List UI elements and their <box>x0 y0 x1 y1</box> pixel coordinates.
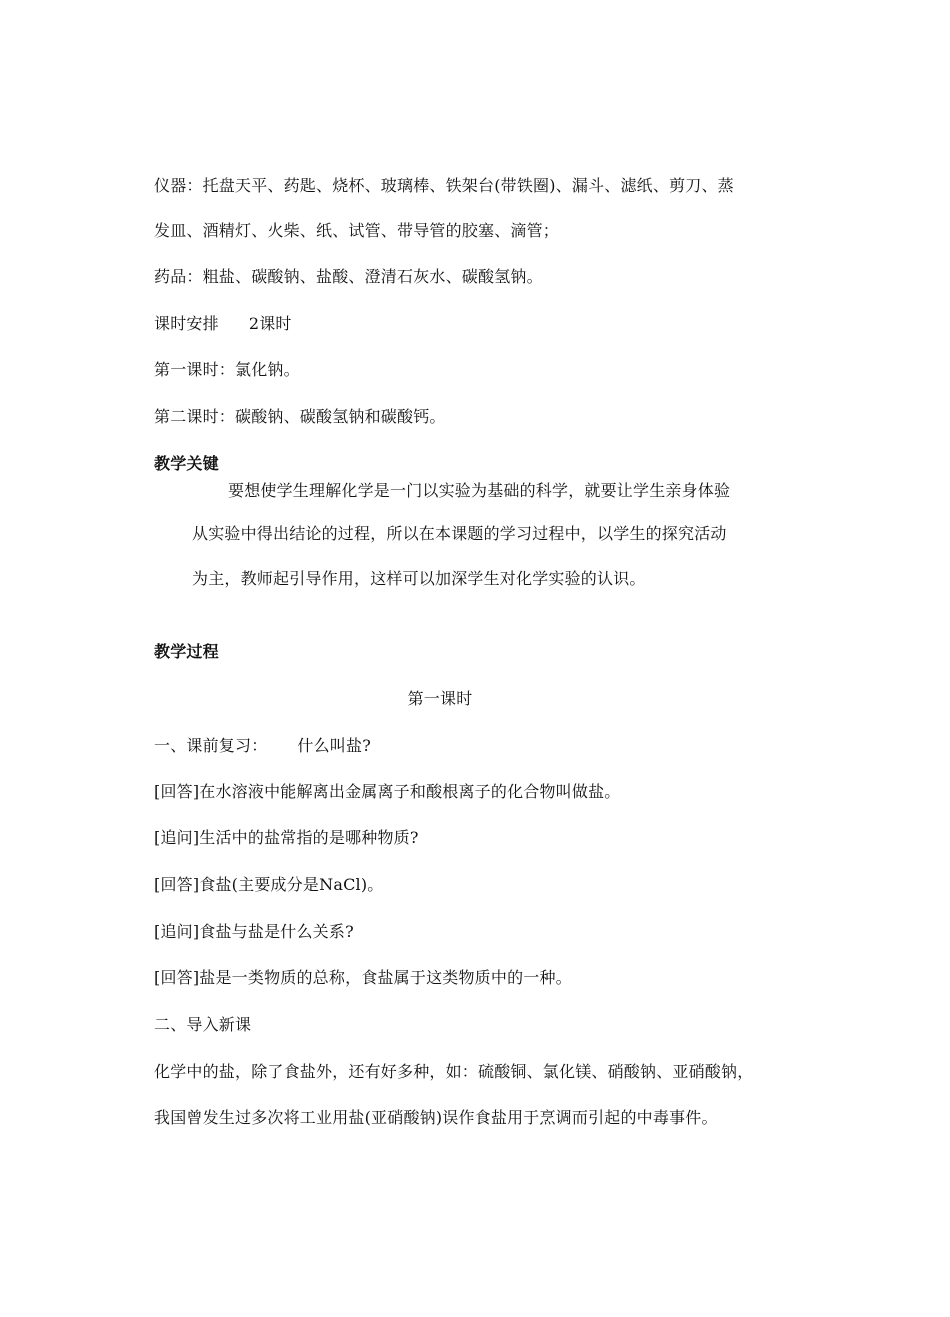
lesson-two-line: 第二课时：碳酸钠、碳酸氢钠和碳酸钙。 <box>154 407 446 426</box>
dialogue-line-2: [追问]生活中的盐常指的是哪种物质? <box>154 828 419 847</box>
review-question: 什么叫盐? <box>297 736 371 755</box>
section-two-heading: 二、导入新课 <box>154 1015 252 1034</box>
key-paragraph-line-2: 从实验中得出结论的过程，所以在本课题的学习过程中，以学生的探究活动 <box>192 524 727 543</box>
key-paragraph-line-3: 为主，教师起引导作用，这样可以加深学生对化学实验的认识。 <box>192 569 646 588</box>
schedule-line <box>154 314 292 334</box>
instruments-line-2: 发皿、酒精灯、火柴、纸、试管、带导管的胶塞、滴管； <box>154 221 560 240</box>
schedule-label: 课时安排 <box>154 314 219 333</box>
dialogue-line-4: [追问]食盐与盐是什么关系? <box>154 922 354 941</box>
intro-paragraph-line-1: 化学中的盐，除了食盐外，还有好多种，如：硫酸铜、氯化镁、硝酸钠、亚硝酸钠， <box>154 1062 754 1081</box>
dialogue-line-3: [回答]食盐(主要成分是NaCl)。 <box>154 875 384 894</box>
review-label: 一、课前复习： <box>154 736 268 755</box>
lesson-one-line: 第一课时：氯化钠。 <box>154 360 300 379</box>
reagents-line: 药品：粗盐、碳酸钠、盐酸、澄清石灰水、碳酸氢钠。 <box>154 267 543 286</box>
lesson-title: 第一课时 <box>407 689 473 708</box>
key-heading: 教学关键 <box>154 454 219 473</box>
instruments-line-1: 仪器：托盘天平、药匙、烧杯、玻璃棒、铁架台(带铁圈)、漏斗、滤纸、剪刀、蒸 <box>154 176 734 195</box>
process-heading: 教学过程 <box>154 642 219 661</box>
dialogue-line-5: [回答]盐是一类物质的总称，食盐属于这类物质中的一种。 <box>154 968 572 987</box>
dialogue-line-1: [回答]在水溶液中能解离出金属离子和酸根离子的化合物叫做盐。 <box>154 782 621 801</box>
intro-paragraph-line-2: 我国曾发生过多次将工业用盐(亚硝酸钠)误作食盐用于烹调而引起的中毒事件。 <box>154 1108 718 1127</box>
review-line <box>154 736 371 756</box>
schedule-value: 2课时 <box>248 314 292 333</box>
key-paragraph-line-1: 要想使学生理解化学是一门以实验为基础的科学，就要让学生亲身体验 <box>228 481 731 500</box>
